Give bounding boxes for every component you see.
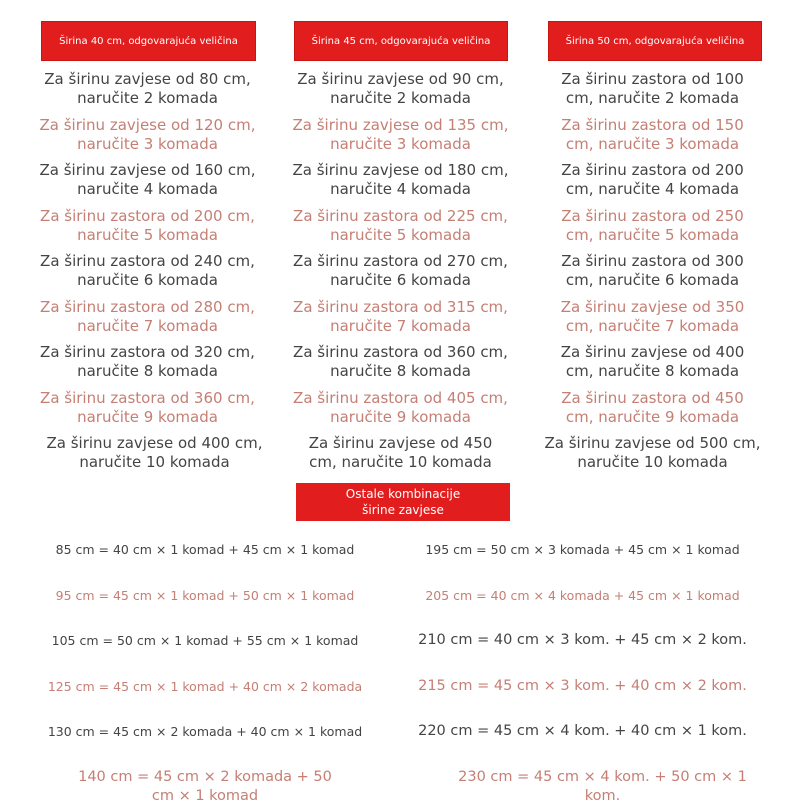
other-combinations-header bbox=[296, 483, 510, 521]
list-item: Za širinu zastora od 200 cm, naručite 5 komada bbox=[15, 205, 280, 251]
other-combinations-label: Ostale kombinacije širine zavjese bbox=[333, 486, 473, 518]
combo-item: 220 cm = 45 cm × 4 kom. + 40 cm × 1 kom. bbox=[410, 720, 755, 766]
list-item: Za širinu zastora od 270 cm, naručite 6 komada bbox=[268, 250, 533, 296]
header-width-40: Širina 40 cm, odgovarajuća veličina bbox=[41, 21, 256, 61]
list-item: Za širinu zavjese od 135 cm, naručite 3 komada bbox=[268, 114, 533, 160]
combo-item: 215 cm = 45 cm × 3 kom. + 40 cm × 2 kom. bbox=[410, 675, 755, 721]
list-item: Za širinu zastora od 200 cm, naručite 4 komada bbox=[520, 159, 785, 205]
list-item: Za širinu zavjese od 90 cm, naručite 2 komada bbox=[268, 68, 533, 114]
combo-item: 85 cm = 40 cm × 1 komad + 45 cm × 1 komad bbox=[45, 538, 365, 584]
list-item: Za širinu zastora od 150 cm, naručite 3 komada bbox=[520, 114, 785, 160]
combo-item: 205 cm = 40 cm × 4 komada + 45 cm × 1 komad bbox=[410, 584, 755, 630]
list-item: Za širinu zavjese od 80 cm, naručite 2 komada bbox=[15, 68, 280, 114]
list-item: Za širinu zastora od 360 cm, naručite 9 komada bbox=[15, 387, 280, 433]
list-item: Za širinu zastora od 300 cm, naručite 6 komada bbox=[520, 250, 785, 296]
combo-item: 210 cm = 40 cm × 3 kom. + 45 cm × 2 kom. bbox=[410, 629, 755, 675]
combo-item: 130 cm = 45 cm × 2 komada + 40 cm × 1 komad bbox=[45, 720, 365, 766]
combo-item: 140 cm = 45 cm × 2 komada + 50 cm × 1 komad bbox=[45, 766, 365, 811]
list-item: Za širinu zavjese od 120 cm, naručite 3 komada bbox=[15, 114, 280, 160]
combo-item: 95 cm = 45 cm × 1 komad + 50 cm × 1 komad bbox=[45, 584, 365, 630]
list-item: Za širinu zastora od 225 cm, naručite 5 komada bbox=[268, 205, 533, 251]
list-item: Za širinu zastora od 405 cm, naručite 9 komada bbox=[268, 387, 533, 433]
list-item: Za širinu zavjese od 350 cm, naručite 7 komada bbox=[520, 296, 785, 342]
combo-item: 195 cm = 50 cm × 3 komada + 45 cm × 1 komad bbox=[410, 538, 755, 584]
list-item: Za širinu zavjese od 400 cm, naručite 10 komada bbox=[15, 432, 280, 478]
column-width-50 bbox=[520, 68, 785, 478]
combo-item: 105 cm = 50 cm × 1 komad + 55 cm × 1 komad bbox=[45, 629, 365, 675]
list-item: Za širinu zastora od 250 cm, naručite 5 komada bbox=[520, 205, 785, 251]
list-item: Za širinu zavjese od 160 cm, naručite 4 komada bbox=[15, 159, 280, 205]
column-width-40 bbox=[15, 68, 280, 478]
list-item: Za širinu zastora od 240 cm, naručite 6 komada bbox=[15, 250, 280, 296]
list-item: Za širinu zavjese od 400 cm, naručite 8 komada bbox=[520, 341, 785, 387]
list-item: Za širinu zavjese od 180 cm, naručite 4 komada bbox=[268, 159, 533, 205]
combo-item: 230 cm = 45 cm × 4 kom. + 50 cm × 1 kom. bbox=[410, 766, 755, 811]
combos-left bbox=[45, 538, 365, 811]
combos-right bbox=[410, 538, 755, 811]
header-width-50: Širina 50 cm, odgovarajuća veličina bbox=[548, 21, 762, 61]
list-item: Za širinu zastora od 320 cm, naručite 8 komada bbox=[15, 341, 280, 387]
list-item: Za širinu zastora od 450 cm, naručite 9 komada bbox=[520, 387, 785, 433]
list-item: Za širinu zavjese od 450 cm, naručite 10 komada bbox=[268, 432, 533, 478]
combo-item: 125 cm = 45 cm × 1 komad + 40 cm × 2 komada bbox=[45, 675, 365, 721]
list-item: Za širinu zavjese od 500 cm, naručite 10 komada bbox=[520, 432, 785, 478]
list-item: Za širinu zastora od 360 cm, naručite 8 komada bbox=[268, 341, 533, 387]
list-item: Za širinu zastora od 315 cm, naručite 7 komada bbox=[268, 296, 533, 342]
list-item: Za širinu zastora od 280 cm, naručite 7 komada bbox=[15, 296, 280, 342]
list-item: Za širinu zastora od 100 cm, naručite 2 komada bbox=[520, 68, 785, 114]
column-width-45 bbox=[268, 68, 533, 478]
header-width-45: Širina 45 cm, odgovarajuća veličina bbox=[294, 21, 508, 61]
